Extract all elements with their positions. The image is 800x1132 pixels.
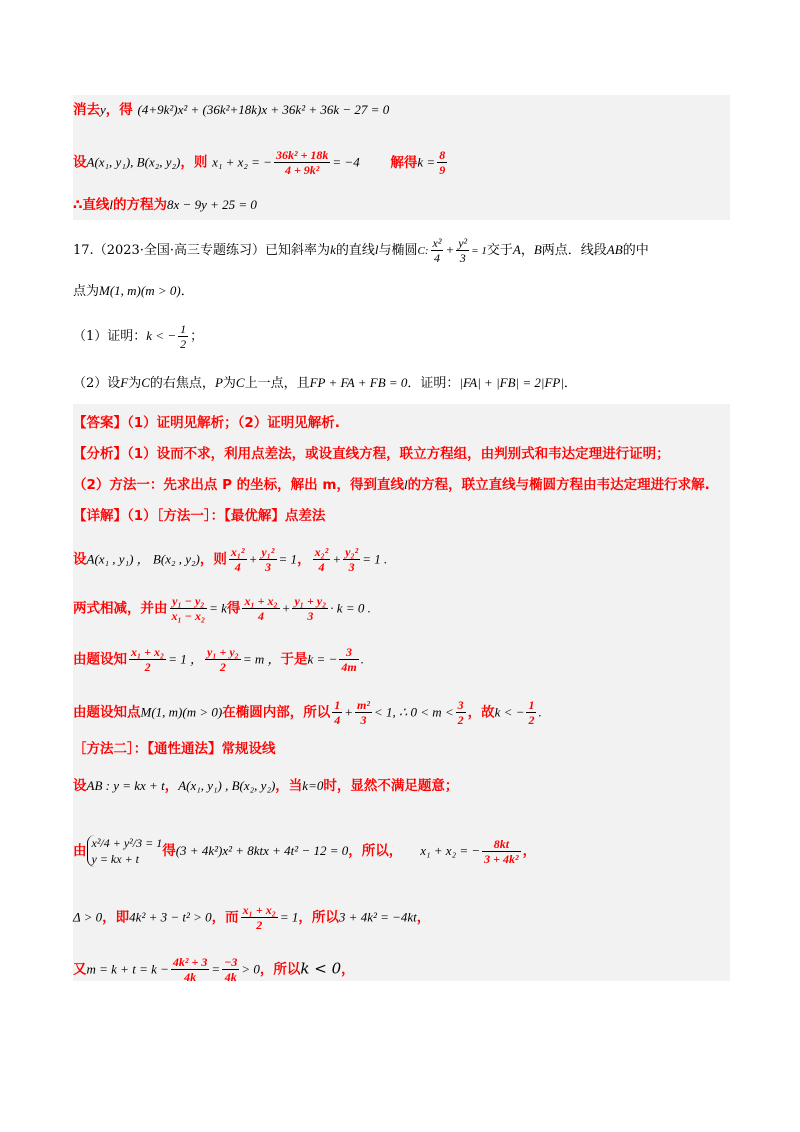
fraction: $\frac{\text{x₁ + x₂}}{2}$ xyxy=(131,645,165,674)
fraction: $\frac{\text{m²}}{3}$ xyxy=(356,698,370,727)
fraction: $\frac{3}{4m}$ xyxy=(341,645,357,674)
fraction: $\frac{\text{y₁ + y₂}}{3}$ xyxy=(294,594,327,623)
method-2-line-3: Δ > 0，即4k² + 3 − t² > 0，而 $\frac{\text{x₁ + x₂}}{2}$ = 1，所以3 + 4k² = −4kt， xyxy=(73,903,431,932)
fraction: $\frac{\text{y₁ − y₂}}{\text{x₁ − x₂}}$ xyxy=(171,594,206,623)
step-1: 设A(x₁ , y₁) ， B(x₂ , y₂)，则 $\frac{\text{x₁²}}{4}$ + $\frac{\text{y₁²}}{3}$ = 1， $\frac{\text{x₂²}}{4}$ + $\frac{\text{y₂²}}{3}$ = 1 . xyxy=(73,545,388,574)
prev-line-3: ∴直线l的方程为8x − 9y + 25 = 0 xyxy=(73,197,257,213)
fraction: $\frac{-3}{4k}$ xyxy=(224,955,238,984)
fraction: $\frac{\text{y₁²}}{3}$ xyxy=(261,545,275,574)
method-2-line-2: 由 x²/4 + y²/3 = 1 y = kx + t 得(3 + 4k²)x² + 8ktx + 4t² − 12 = 0，所以， x₁ + x₂ = − $\frac{8kt}{\text{3 + 4k²}}$ ， xyxy=(73,836,537,866)
method-2-line-4: 又m = k + t = k − $\frac{\text{4k² + 3}}{4k}$ = $\frac{-3}{4k}$ > 0，所以k < 0， xyxy=(73,955,355,984)
fraction: $\frac{8}{9}$ xyxy=(439,148,446,177)
step-4: 由题设知点M(1, m)(m > 0)在椭圆内部，所以 $\frac{1}{4}$ + $\frac{\text{m²}}{3}$ < 1, ∴ 0 < m < $\frac{3}{2}$ ，故k < − $\frac{1}{2}$ . xyxy=(73,698,542,727)
fraction: $\frac{\text{y₂²}}{3}$ xyxy=(345,545,359,574)
detail-heading: 【详解】（1）［方法一］：【最优解】点差法 xyxy=(73,508,326,524)
fraction: $\frac{1}{2}$ xyxy=(180,322,187,351)
fraction: $\frac{1}{4}$ xyxy=(334,698,341,727)
fraction: $\frac{3}{2}$ xyxy=(457,698,464,727)
step-2: 两式相减，并由 $\frac{\text{y₁ − y₂}}{\text{x₁ − x₂}}$ = k得 $\frac{\text{x₁ + x₂}}{4}$ + $\frac{\text{y₁ + y₂}}{3}$ · k = 0 . xyxy=(73,594,371,623)
analysis-line-2: （2）方法一：先求出点 P 的坐标，解出 m，得到直线l的方程，联立直线与椭圆方程由韦达定理进行求解. xyxy=(73,477,710,493)
fraction: $\frac{\text{x²}}{4}$ xyxy=(432,236,442,265)
problem-part-1: （1）证明：k < − $\frac{1}{2}$ ； xyxy=(73,322,204,351)
fraction: $\frac{\text{36k² + 18k}}{\text{4 + 9k²}}$ xyxy=(275,148,329,177)
fraction: $\frac{\text{x₁²}}{4}$ xyxy=(230,545,245,574)
fraction: $\frac{1}{2}$ xyxy=(528,698,535,727)
answer-line: 【答案】（1）证明见解析；（2）证明见解析. xyxy=(73,415,340,431)
fraction: $\frac{8kt}{\text{3 + 4k²}}$ xyxy=(484,836,519,866)
fraction: $\frac{\text{y²}}{3}$ xyxy=(458,236,468,265)
analysis-line-1: 【分析】（1）设而不求，利用点差法，或设直线方程，联立方程组，由判别式和韦达定理进行证明； xyxy=(73,446,670,462)
prev-line-1: 消去y，得 (4+9k²)x² + (36k²+18k)x + 36k² + 36k − 27 = 0 xyxy=(73,102,390,118)
method-2-line-1: 设AB : y = kx + t，A(x₁, y₁) , B(x₂, y₂)，当k=0时，显然不满足题意； xyxy=(73,778,459,794)
fraction: $\frac{\text{y₁ + y₂}}{2}$ xyxy=(207,645,239,674)
prev-line-2: 设A(x₁, y₁), B(x₂, y₂)，则 x₁ + x₂ = − $\frac{\text{36k² + 18k}}{\text{4 + 9k²}}$ = −4 解得k = $\frac{8}{9}$ xyxy=(73,148,446,177)
problem-stem: 17.（2023·全国·高三专题练习）已知斜率为k的直线l与椭圆C: $\frac{\text{x²}}{4}$ + $\frac{\text{y²}}{3}$ = 1交于A，B两点．线段AB的中 xyxy=(73,236,649,265)
formula: (4+9k²)x² + (36k²+18k)x + 36k² + 36k − 27 = 0 xyxy=(137,102,390,117)
step-3: 由题设知 $\frac{\text{x₁ + x₂}}{2}$ = 1 ， $\frac{\text{y₁ + y₂}}{2}$ = m ，于是k = − $\frac{3}{4m}$ . xyxy=(73,645,364,674)
fraction: $\frac{\text{x₂²}}{4}$ xyxy=(314,545,329,574)
problem-stem-2: 点为M(1, m)(m > 0)． xyxy=(73,283,194,299)
method-2-heading: ［方法二］：【通性通法】常规设线 xyxy=(73,741,276,757)
fraction: $\frac{\text{x₁ + x₂}}{2}$ xyxy=(242,903,276,932)
equation-system: x²/4 + y²/3 = 1 y = kx + t xyxy=(87,835,163,867)
fraction: $\frac{\text{4k² + 3}}{4k}$ xyxy=(172,955,208,984)
fraction: $\frac{\text{x₁ + x₂}}{4}$ xyxy=(244,594,278,623)
problem-part-2: （2）设F为C的右焦点，P为C上一点，且FP + FA + FB = 0．证明：|FA| + |FB| = 2|FP|． xyxy=(73,375,577,391)
